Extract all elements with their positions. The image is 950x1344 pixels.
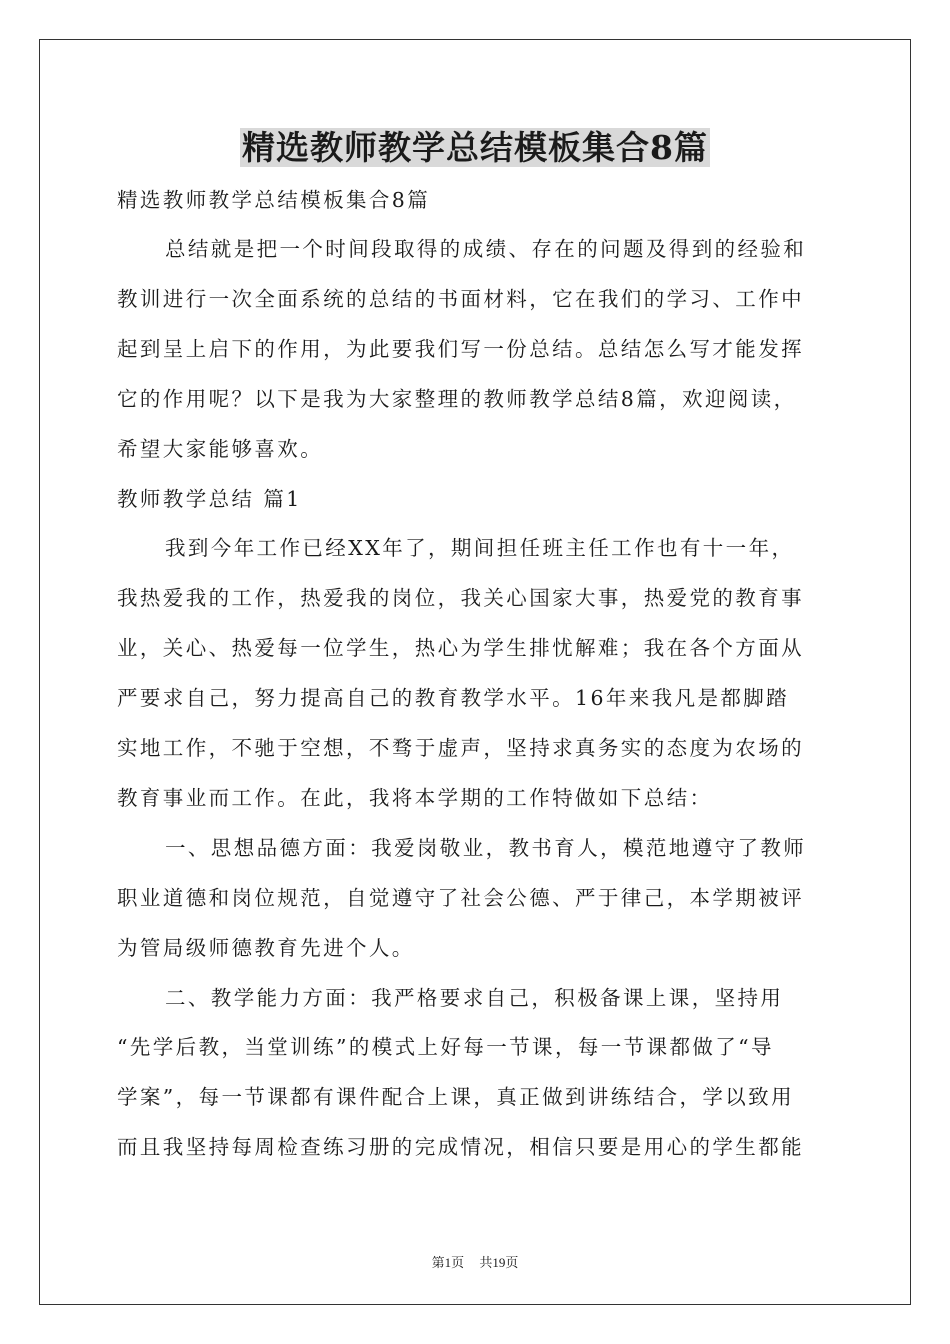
page-number: 第1页 (431, 1255, 465, 1270)
text-line: 总结就是把一个时间段取得的成绩、存在的问题及得到的经验和 (165, 237, 807, 261)
document-title-text: 精选教师教学总结模板集合8篇 (242, 128, 708, 167)
text-line: 教育事业而工作。在此，我将本学期的工作特做如下总结： (117, 786, 713, 810)
text-line: 学案”，每一节课都有课件配合上课，真正做到讲练结合，学以致用 (117, 1085, 794, 1109)
text-line: 起到呈上启下的作用，为此要我们写一份总结。总结怎么写才能发挥 (117, 337, 804, 361)
document-title (0, 124, 950, 172)
page-total: 共19页 (479, 1255, 519, 1270)
text-line: 精选教师教学总结模板集合8篇 (117, 188, 431, 212)
text-line: 为管局级师德教育先进个人。 (117, 936, 415, 960)
text-line: 教训进行一次全面系统的总结的书面材料，它在我们的学习、工作中 (117, 287, 804, 311)
page-footer (0, 1252, 950, 1271)
text-line: 二、教学能力方面：我严格要求自己，积极备课上课，坚持用 (165, 986, 784, 1010)
text-line: 业，关心、热爱每一位学生，热心为学生排忧解难；我在各个方面从 (117, 636, 804, 660)
text-line: 一、思想品德方面：我爱岗敬业，教书育人，模范地遵守了教师 (165, 836, 807, 860)
text-line: 希望大家能够喜欢。 (117, 437, 324, 461)
text-line: 而且我坚持每周检查练习册的完成情况，相信只要是用心的学生都能 (117, 1135, 804, 1159)
text-line: 我到今年工作已经XX年了，期间担任班主任工作也有十一年， (165, 536, 795, 560)
text-line: “先学后教，当堂训练”的模式上好每一节课，每一节课都做了“导 (117, 1035, 774, 1059)
text-line: 教师教学总结 篇1 (117, 487, 302, 511)
text-line: 我热爱我的工作，热爱我的岗位，我关心国家大事，热爱党的教育事 (117, 586, 804, 610)
text-line: 它的作用呢？以下是我为大家整理的教师教学总结8篇，欢迎阅读， (117, 387, 797, 411)
text-line: 职业道德和岗位规范，自觉遵守了社会公德、严于律己，本学期被评 (117, 886, 804, 910)
text-line: 实地工作，不驰于空想，不骛于虚声，坚持求真务实的态度为农场的 (117, 736, 804, 760)
page-border (39, 39, 911, 1305)
text-line: 严要求自己，努力提高自己的教育教学水平。16年来我凡是都脚踏 (117, 686, 790, 710)
